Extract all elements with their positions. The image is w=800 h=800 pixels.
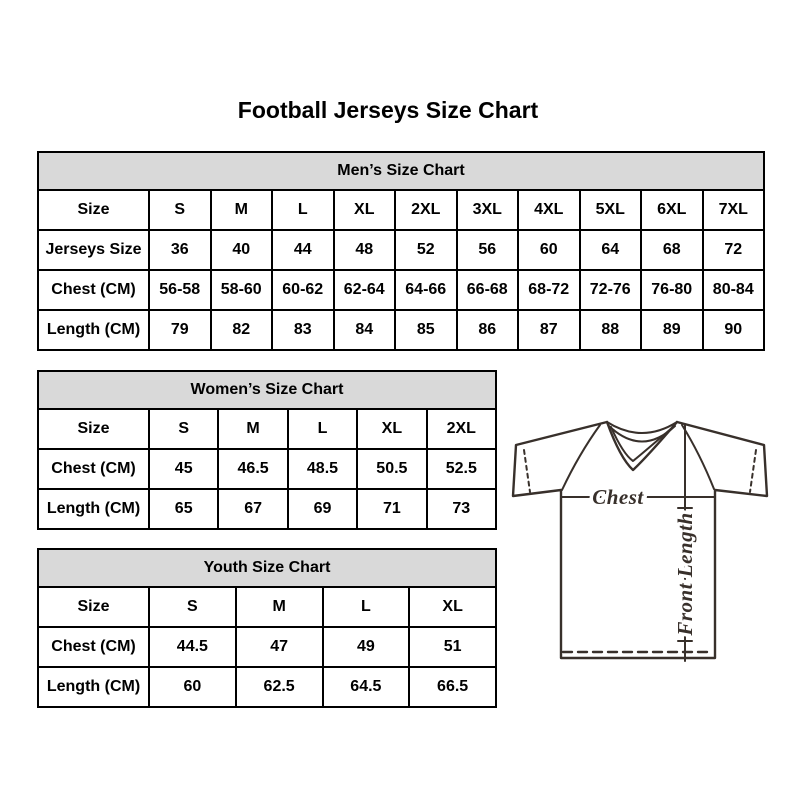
table-cell: 76-80	[641, 270, 703, 310]
table-cell: 86	[457, 310, 519, 350]
table-cell: 68-72	[518, 270, 580, 310]
row-header-cell: Length (CM)	[38, 489, 149, 529]
row-header-cell: Chest (CM)	[38, 449, 149, 489]
table-cell: 48.5	[288, 449, 357, 489]
table-cell: 66.5	[409, 667, 496, 707]
table-cell: 80-84	[703, 270, 765, 310]
table-cell: 62.5	[236, 667, 323, 707]
table-cell: M	[236, 587, 323, 627]
table-cell: 51	[409, 627, 496, 667]
womens-size-table	[37, 370, 497, 530]
table-cell: 69	[288, 489, 357, 529]
table-cell: 60	[149, 667, 236, 707]
table-cell: 36	[149, 230, 211, 270]
table-cell: 67	[218, 489, 287, 529]
table-cell: 64	[580, 230, 642, 270]
table-cell: L	[288, 409, 357, 449]
row-header-cell: Chest (CM)	[38, 627, 149, 667]
table-row	[38, 587, 496, 627]
table-row	[38, 667, 496, 707]
mens-size-table	[37, 151, 765, 351]
table-cell: 66-68	[457, 270, 519, 310]
table-cell: 7XL	[703, 190, 765, 230]
table-row	[38, 449, 496, 489]
page-title: Football Jerseys Size Chart	[237, 97, 539, 123]
jersey-diagram-icon	[500, 400, 780, 680]
table-cell: L	[272, 190, 334, 230]
table-cell: 50.5	[357, 449, 426, 489]
mens-chart-title: Men’s Size Chart	[38, 152, 764, 190]
table-row	[38, 230, 764, 270]
table-cell: M	[211, 190, 273, 230]
row-header-cell: Length (CM)	[38, 667, 149, 707]
chest-measure-label: Chest	[592, 485, 644, 509]
table-cell: 45	[149, 449, 218, 489]
table-row	[38, 409, 496, 449]
front-length-measure-label: Front Length	[673, 512, 697, 636]
youth-size-table	[37, 548, 497, 708]
table-cell: 52	[395, 230, 457, 270]
table-row	[38, 190, 764, 230]
youth-chart-title: Youth Size Chart	[38, 549, 496, 587]
table-cell: 56	[457, 230, 519, 270]
table-cell: 48	[334, 230, 396, 270]
row-header-cell: Chest (CM)	[38, 270, 149, 310]
table-cell: 46.5	[218, 449, 287, 489]
row-header-cell: Size	[38, 409, 149, 449]
table-cell: XL	[409, 587, 496, 627]
womens-chart-title: Women’s Size Chart	[38, 371, 496, 409]
table-cell: 68	[641, 230, 703, 270]
table-cell: 2XL	[395, 190, 457, 230]
table-cell: S	[149, 587, 236, 627]
row-header-cell: Size	[38, 587, 149, 627]
table-cell: S	[149, 409, 218, 449]
table-cell: XL	[334, 190, 396, 230]
table-cell: 83	[272, 310, 334, 350]
table-cell: 60	[518, 230, 580, 270]
table-cell: 90	[703, 310, 765, 350]
row-header-cell: Length (CM)	[38, 310, 149, 350]
table-cell: 2XL	[427, 409, 496, 449]
table-cell: 62-64	[334, 270, 396, 310]
table-cell: 58-60	[211, 270, 273, 310]
table-cell: 79	[149, 310, 211, 350]
table-cell: 40	[211, 230, 273, 270]
table-cell: 49	[323, 627, 410, 667]
table-cell: 47	[236, 627, 323, 667]
table-cell: 64.5	[323, 667, 410, 707]
table-cell: 6XL	[641, 190, 703, 230]
table-cell: 44.5	[149, 627, 236, 667]
table-cell: 5XL	[580, 190, 642, 230]
table-cell: 72-76	[580, 270, 642, 310]
table-cell: 64-66	[395, 270, 457, 310]
table-cell: 3XL	[457, 190, 519, 230]
table-row	[38, 627, 496, 667]
table-cell: 56-58	[149, 270, 211, 310]
table-cell: 65	[149, 489, 218, 529]
table-cell: 44	[272, 230, 334, 270]
table-cell: L	[323, 587, 410, 627]
table-row	[38, 310, 764, 350]
table-cell: 84	[334, 310, 396, 350]
table-cell: 88	[580, 310, 642, 350]
table-cell: 87	[518, 310, 580, 350]
table-cell: 71	[357, 489, 426, 529]
table-cell: 4XL	[518, 190, 580, 230]
table-row	[38, 270, 764, 310]
table-cell: XL	[357, 409, 426, 449]
table-cell: 60-62	[272, 270, 334, 310]
row-header-cell: Jerseys Size	[38, 230, 149, 270]
table-cell: 73	[427, 489, 496, 529]
table-cell: 52.5	[427, 449, 496, 489]
table-cell: 85	[395, 310, 457, 350]
row-header-cell: Size	[38, 190, 149, 230]
table-row	[38, 489, 496, 529]
table-cell: M	[218, 409, 287, 449]
table-cell: S	[149, 190, 211, 230]
jersey-outline	[513, 422, 767, 658]
table-cell: 72	[703, 230, 765, 270]
table-cell: 89	[641, 310, 703, 350]
table-cell: 82	[211, 310, 273, 350]
